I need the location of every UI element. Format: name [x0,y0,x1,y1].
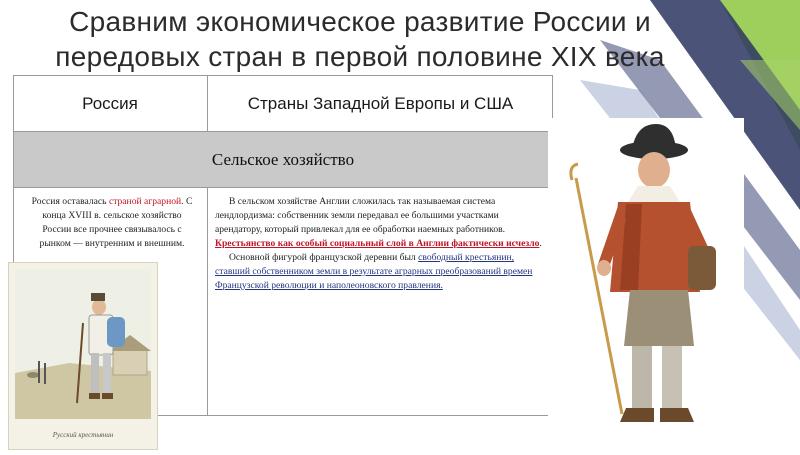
russian-peasant-drawing [9,263,157,449]
illustration-caption: Русский крестьянин [52,431,114,439]
slide-title: Сравним экономическое развитие России и передовых стран в первой половине XIX века [55,6,665,72]
agrarian-highlight: страной аграрной [108,196,182,207]
header-west: Страны Западной Европы и США [207,76,553,131]
header-russia: Россия [82,93,138,113]
section-agriculture: Сельское хозяйство [14,132,552,188]
cell-west-text [207,188,552,415]
european-peasant-illustration [548,118,744,450]
table-header-row [14,76,552,132]
european-peasant-drawing [548,118,744,450]
free-peasant-link[interactable]: свободный крестьянин, ставший собственником земли в результате аграрных преобразований времен Французской революции и наполеоновского правления. [215,252,533,291]
cell-russia-text: Россия оставалась страной аграрной. С конца XVIII в. сельское хозяйство России все прочнее связывалось с рынком — внутренним и внешним. [31,196,193,249]
france-paragraph: Основной фигурой французской деревни был свободный крестьянин, ставший собственником земли в результате аграрных преобразований времен Французской революции и наполеоновского правления. [215,252,533,291]
peasantry-link[interactable]: Крестьянство как особый социальный слой в Англии фактически исчезло [215,238,540,249]
russian-peasant-illustration [8,262,158,450]
england-paragraph: В сельском хозяйстве Англии сложилась так называемая система лендлордизма: собственник земли передавал ее большими участками арендатору, который привлекал для ее обработки наемных работников. Крестьянство как особый социальный слой в Англии фактически исчезло. [215,196,542,249]
